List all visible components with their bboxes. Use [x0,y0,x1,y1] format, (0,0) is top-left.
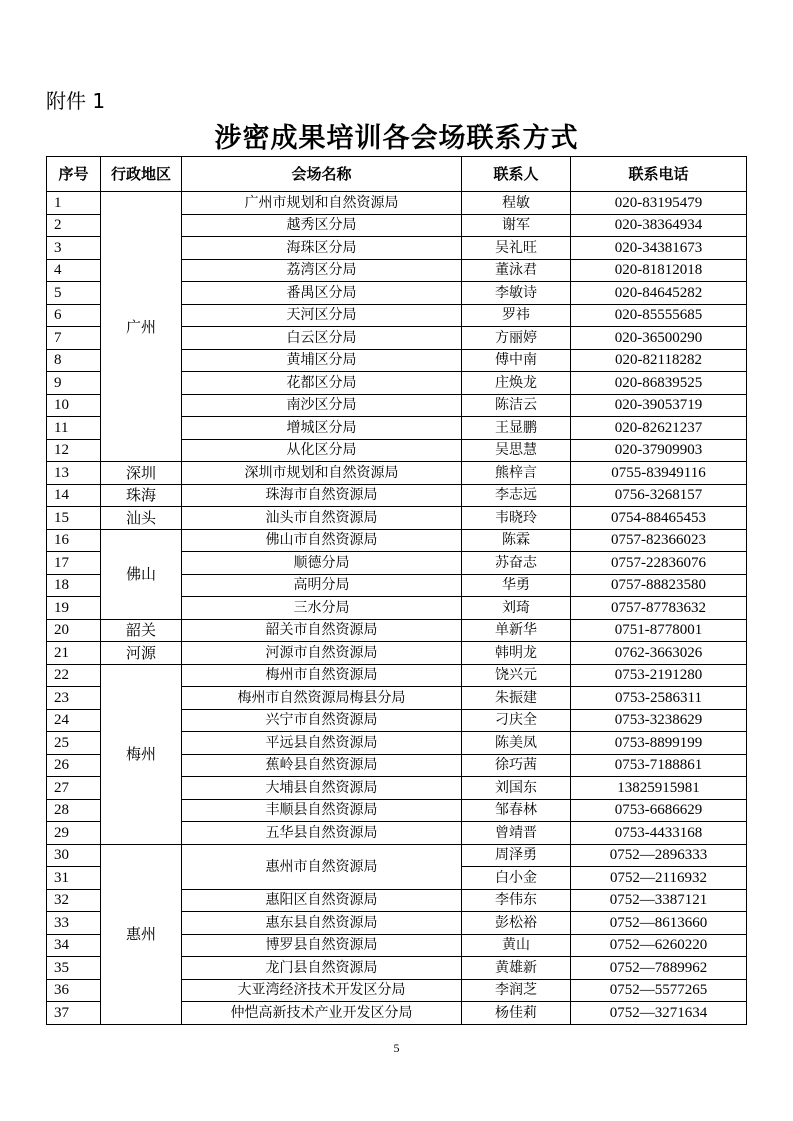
row-number: 12 [47,439,101,462]
contact-cell: 邹春林 [462,799,571,822]
venue-cell: 仲恺高新技术产业开发区分局 [182,1002,462,1025]
phone-cell: 020-34381673 [571,237,747,260]
phone-cell: 0753-4433168 [571,822,747,845]
row-number: 4 [47,259,101,282]
venue-cell: 珠海市自然资源局 [182,484,462,507]
venue-cell: 丰顺县自然资源局 [182,799,462,822]
row-number: 6 [47,304,101,327]
contact-cell: 董泳君 [462,259,571,282]
row-number: 20 [47,619,101,642]
contact-cell: 陈美凤 [462,732,571,755]
contact-cell: 杨佳莉 [462,1002,571,1025]
venue-cell: 广州市规划和自然资源局 [182,192,462,215]
venue-cell: 梅州市自然资源局 [182,664,462,687]
venue-cell: 五华县自然资源局 [182,822,462,845]
venue-cell: 佛山市自然资源局 [182,529,462,552]
table-row [47,462,747,485]
table-row [47,529,747,552]
contact-cell: 庄焕龙 [462,372,571,395]
contact-cell: 陈洁云 [462,394,571,417]
contact-cell: 朱振建 [462,687,571,710]
region-cell: 深圳 [101,462,182,485]
contact-cell: 韩明龙 [462,642,571,665]
phone-cell: 0757-87783632 [571,597,747,620]
contact-cell: 傅中南 [462,349,571,372]
attachment-label: 附件 1 [46,89,106,113]
region-cell: 梅州 [101,664,182,844]
phone-cell: 0753-8899199 [571,732,747,755]
table-row [47,484,747,507]
document-title: 涉密成果培训各会场联系方式 [214,123,579,154]
contact-cell: 彭松裕 [462,912,571,935]
phone-cell: 0751-8778001 [571,619,747,642]
venue-cell: 汕头市自然资源局 [182,507,462,530]
phone-cell: 0752—5577265 [571,979,747,1002]
contact-cell: 韦晓玲 [462,507,571,530]
row-number: 10 [47,394,101,417]
phone-cell: 13825915981 [571,777,747,800]
venue-cell: 龙门县自然资源局 [182,957,462,980]
contact-cell: 徐巧茜 [462,754,571,777]
phone-cell: 0752—3387121 [571,889,747,912]
venue-cell: 深圳市规划和自然资源局 [182,462,462,485]
contact-cell: 单新华 [462,619,571,642]
venue-cell: 博罗县自然资源局 [182,934,462,957]
region-cell: 珠海 [101,484,182,507]
row-number: 11 [47,417,101,440]
phone-cell: 020-36500290 [571,327,747,350]
phone-cell: 0752—7889962 [571,957,747,980]
phone-cell: 020-84645282 [571,282,747,305]
venue-cell: 增城区分局 [182,417,462,440]
row-number: 19 [47,597,101,620]
contact-cell: 黄雄新 [462,957,571,980]
phone-cell: 020-83195479 [571,192,747,215]
phone-cell: 020-82118282 [571,349,747,372]
contact-cell: 苏奋志 [462,552,571,575]
venue-cell: 番禺区分局 [182,282,462,305]
venue-cell: 大亚湾经济技术开发区分局 [182,979,462,1002]
venue-cell: 南沙区分局 [182,394,462,417]
venue-cell: 从化区分局 [182,439,462,462]
phone-cell: 0753-7188861 [571,754,747,777]
venue-cell: 荔湾区分局 [182,259,462,282]
row-number: 21 [47,642,101,665]
row-number: 1 [47,192,101,215]
row-number: 26 [47,754,101,777]
phone-cell: 0752—8613660 [571,912,747,935]
row-number: 23 [47,687,101,710]
header-region: 行政地区 [101,157,182,192]
row-number: 9 [47,372,101,395]
contact-cell: 李伟东 [462,889,571,912]
phone-cell: 020-81812018 [571,259,747,282]
contact-cell: 饶兴元 [462,664,571,687]
venue-cell: 白云区分局 [182,327,462,350]
contact-cell: 曾靖晋 [462,822,571,845]
row-number: 2 [47,214,101,237]
venue-cell: 黄埔区分局 [182,349,462,372]
venue-cell: 大埔县自然资源局 [182,777,462,800]
row-number: 7 [47,327,101,350]
contact-cell: 华勇 [462,574,571,597]
table-body [47,192,747,1025]
row-number: 14 [47,484,101,507]
contact-cell: 吴思慧 [462,439,571,462]
phone-cell: 020-38364934 [571,214,747,237]
row-number: 32 [47,889,101,912]
table-row [47,619,747,642]
phone-cell: 0753-2586311 [571,687,747,710]
row-number: 28 [47,799,101,822]
venue-cell: 花都区分局 [182,372,462,395]
venue-cell: 三水分局 [182,597,462,620]
row-number: 8 [47,349,101,372]
contact-cell: 熊梓言 [462,462,571,485]
phone-cell: 0757-22836076 [571,552,747,575]
contact-cell: 刘琦 [462,597,571,620]
contact-cell: 黄山 [462,934,571,957]
contact-cell: 刁庆全 [462,709,571,732]
venue-cell: 河源市自然资源局 [182,642,462,665]
region-cell: 广州 [101,192,182,462]
contact-cell: 刘国东 [462,777,571,800]
row-number: 5 [47,282,101,305]
region-cell: 河源 [101,642,182,665]
region-cell: 韶关 [101,619,182,642]
header-venue: 会场名称 [182,157,462,192]
row-number: 27 [47,777,101,800]
venue-cell: 平远县自然资源局 [182,732,462,755]
phone-cell: 0752—2116932 [571,867,747,890]
venue-cell: 韶关市自然资源局 [182,619,462,642]
phone-cell: 0756-3268157 [571,484,747,507]
phone-cell: 0755-83949116 [571,462,747,485]
region-cell: 惠州 [101,844,182,1024]
row-number: 3 [47,237,101,260]
phone-cell: 0754-88465453 [571,507,747,530]
contact-cell: 吴礼旺 [462,237,571,260]
region-cell: 汕头 [101,507,182,530]
table-row [47,192,747,215]
phone-cell: 0753-3238629 [571,709,747,732]
venue-cell: 惠东县自然资源局 [182,912,462,935]
header-contact: 联系人 [462,157,571,192]
row-number: 29 [47,822,101,845]
venue-cell: 天河区分局 [182,304,462,327]
row-number: 16 [47,529,101,552]
phone-cell: 0757-88823580 [571,574,747,597]
row-number: 31 [47,867,101,890]
contact-cell: 白小金 [462,867,571,890]
table-row [47,664,747,687]
phone-cell: 0753-2191280 [571,664,747,687]
header-no: 序号 [47,157,101,192]
venue-cell: 梅州市自然资源局梅县分局 [182,687,462,710]
contact-cell: 程敏 [462,192,571,215]
venue-cell: 顺德分局 [182,552,462,575]
venue-cell: 高明分局 [182,574,462,597]
row-number: 13 [47,462,101,485]
venue-cell: 海珠区分局 [182,237,462,260]
row-number: 34 [47,934,101,957]
contact-cell: 李敏诗 [462,282,571,305]
contact-cell: 谢军 [462,214,571,237]
venue-cell: 蕉岭县自然资源局 [182,754,462,777]
row-number: 17 [47,552,101,575]
table-row [47,642,747,665]
row-number: 36 [47,979,101,1002]
phone-cell: 0762-3663026 [571,642,747,665]
row-number: 24 [47,709,101,732]
header-phone: 联系电话 [571,157,747,192]
contact-cell: 方丽婷 [462,327,571,350]
contact-cell: 周泽勇 [462,844,571,867]
row-number: 25 [47,732,101,755]
row-number: 22 [47,664,101,687]
phone-cell: 0752—3271634 [571,1002,747,1025]
venue-cell: 惠阳区自然资源局 [182,889,462,912]
row-number: 15 [47,507,101,530]
phone-cell: 0752—2896333 [571,844,747,867]
table-row [47,844,747,867]
phone-cell: 020-85555685 [571,304,747,327]
phone-cell: 0752—6260220 [571,934,747,957]
row-number: 30 [47,844,101,867]
phone-cell: 020-37909903 [571,439,747,462]
contact-cell: 陈霖 [462,529,571,552]
row-number: 37 [47,1002,101,1025]
phone-cell: 020-82621237 [571,417,747,440]
contact-cell: 王显鹏 [462,417,571,440]
phone-cell: 020-39053719 [571,394,747,417]
contact-cell: 李润芝 [462,979,571,1002]
phone-cell: 020-86839525 [571,372,747,395]
contact-cell: 李志远 [462,484,571,507]
page-number: 5 [393,1041,400,1055]
table-row [47,507,747,530]
region-cell: 佛山 [101,529,182,619]
table-header-row [47,157,747,192]
row-number: 18 [47,574,101,597]
phone-cell: 0753-6686629 [571,799,747,822]
row-number: 35 [47,957,101,980]
contact-cell: 罗祎 [462,304,571,327]
venue-cell: 越秀区分局 [182,214,462,237]
row-number: 33 [47,912,101,935]
venue-cell: 兴宁市自然资源局 [182,709,462,732]
phone-cell: 0757-82366023 [571,529,747,552]
contact-table [46,156,747,1025]
venue-cell: 惠州市自然资源局 [182,844,462,889]
